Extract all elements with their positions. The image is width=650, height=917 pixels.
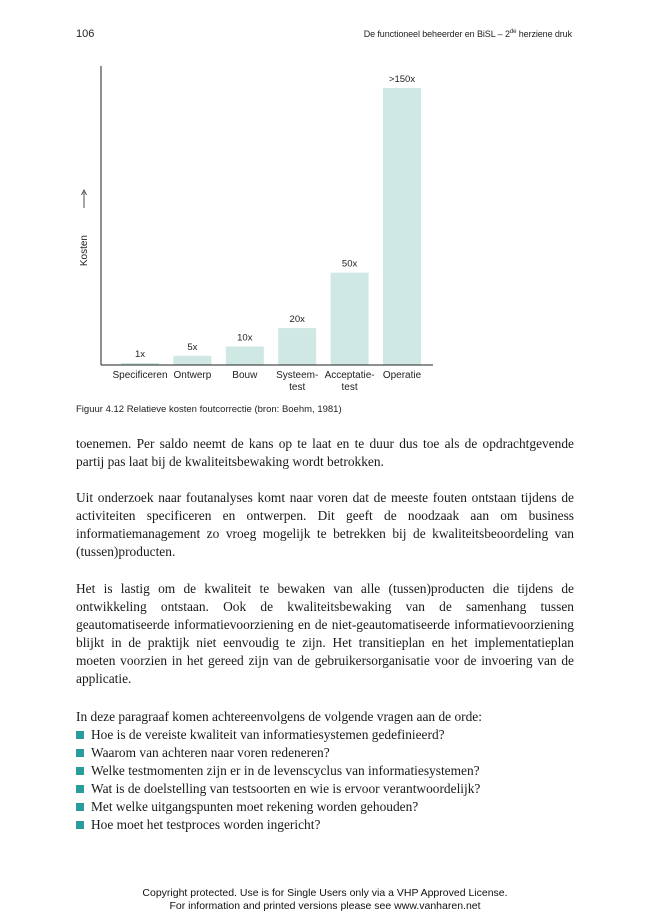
question-text: Hoe is de vereiste kwaliteit van informatiesystemen gedefinieerd? <box>91 727 445 742</box>
bullet-square-icon <box>76 767 84 775</box>
question-item <box>76 816 574 834</box>
question-item <box>76 762 574 780</box>
chart-category-label: test <box>341 382 358 393</box>
chart-data-label: 10x <box>237 332 253 344</box>
chart-category-label: Ontwerp <box>173 370 212 381</box>
bar-chart-svg <box>0 0 650 400</box>
question-item <box>76 798 574 816</box>
bullet-square-icon <box>76 749 84 757</box>
question-text: Waarom van achteren naar voren redeneren? <box>91 745 330 760</box>
figure-bar-chart <box>0 0 650 405</box>
chart-bar <box>173 356 211 365</box>
chart-category-label: Acceptatie- <box>324 370 375 381</box>
chart-data-label: 1x <box>134 349 146 360</box>
question-item <box>76 726 574 744</box>
question-item <box>76 744 574 762</box>
chart-data-label: 50x <box>341 258 358 270</box>
chart-category-label: test <box>289 382 306 393</box>
bullet-square-icon <box>76 821 84 829</box>
paragraph-1: toenemen. Per saldo neemt de kans op te laat en te duur dus toe als de opdrachtgevende partij pas laat bij de kwaliteitsbewaking wordt betrokken. <box>76 436 574 469</box>
chart-data-label: >150x <box>388 74 416 85</box>
figure-caption: Figuur 4.12 Relatieve kosten foutcorrectie (bron: Boehm, 1981) <box>76 404 342 415</box>
questions-section <box>76 708 574 834</box>
chart-y-axis-label: Kosten <box>79 235 90 267</box>
chart-bar <box>278 328 316 365</box>
chart-category-label: Specificeren <box>112 370 168 381</box>
bullet-square-icon <box>76 785 84 793</box>
chart-category-label: Operatie <box>382 370 422 381</box>
bullet-square-icon <box>76 731 84 739</box>
footer-line-1: Copyright protected. Use is for Single Users only via a VHP Approved License. <box>142 887 508 899</box>
question-text: Hoe moet het testproces worden ingericht? <box>91 817 321 832</box>
question-text: Met welke uitgangspunten moet rekening worden gehouden? <box>91 799 419 814</box>
question-text: Welke testmomenten zijn er in de levenscyclus van informatiesystemen? <box>91 763 480 778</box>
running-title-main: De functioneel beheerder en BiSL – 2 <box>363 29 510 39</box>
paragraph-2: Uit onderzoek naar foutanalyses komt naar voren dat de meeste fouten ontstaan tijdens de activiteiten specificeren en ontwerpen. Dit geeft de noodzaak aan om business informatiemanagement zo vroeg mogelijk te betrekken bij de kwaliteitsbeoordeling van (tussen)producten. <box>76 490 574 559</box>
question-text: Wat is de doelstelling van testsoorten en wie is ervoor verantwoordelijk? <box>91 781 481 796</box>
chart-bar <box>331 273 369 365</box>
page-number: 106 <box>76 28 95 40</box>
paragraph-3: Het is lastig om de kwaliteit te bewaken van alle (tussen)producten die tijdens de ontwikkeling ontstaan. Ook de kwaliteitsbewaking van de samenhang tussen geautomatiseerde informatievoorziening en de niet-geautomatiseerde informatievoorziening blijkt in de praktijk niet eenvoudig te zijn. Het transitieplan en het implementatieplan moeten voorzien in het gereed zijn van de gebruikersorganisatie voor de invoering van de applicatie. <box>76 581 574 686</box>
questions-intro: In deze paragraaf komen achtereenvolgens de volgende vragen aan de orde: <box>76 709 482 724</box>
chart-data-label: 20x <box>289 314 305 326</box>
question-item <box>76 780 574 798</box>
footer-line-2: For information and printed versions please see www.vanharen.net <box>169 900 481 912</box>
running-title-tail: herziene druk <box>516 29 572 39</box>
chart-data-label: 5x <box>187 341 198 353</box>
chart-bar <box>383 88 421 365</box>
chart-bar <box>226 347 264 365</box>
chart-category-label: Systeem- <box>276 370 319 381</box>
bullet-square-icon <box>76 803 84 811</box>
questions-list <box>76 726 574 834</box>
chart-category-label: Bouw <box>232 370 258 381</box>
running-title-superscript: de <box>509 29 517 35</box>
copyright-footer <box>0 887 650 913</box>
